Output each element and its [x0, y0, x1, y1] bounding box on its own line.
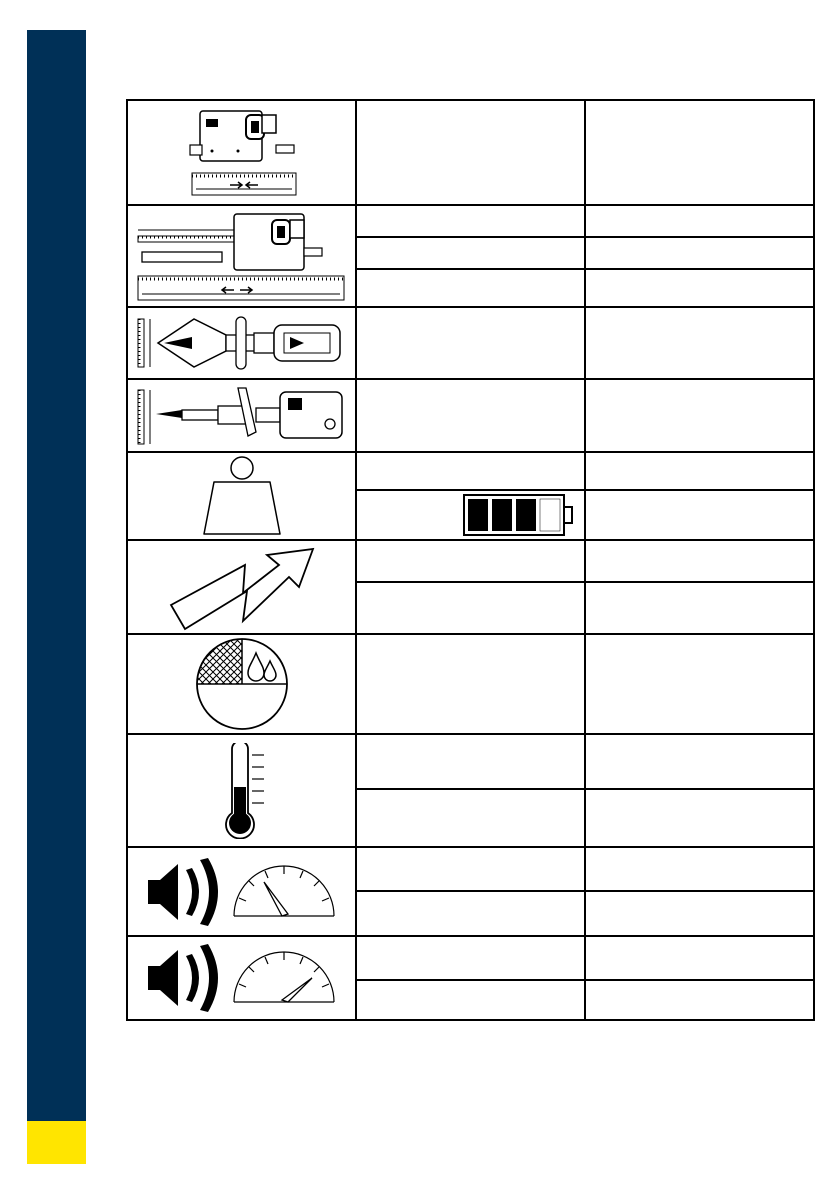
table-row: [127, 634, 814, 734]
table-cell: [356, 734, 585, 789]
table-cell: [356, 237, 585, 269]
table-row: [127, 540, 814, 582]
table-cell: [585, 582, 814, 634]
ip-protection-icon: [192, 637, 292, 731]
table-cell: [585, 237, 814, 269]
icon-cell: [127, 734, 356, 847]
battery-segment: [468, 499, 488, 531]
table-cell: [356, 936, 585, 980]
icon-cell: [127, 847, 356, 936]
table-cell: [585, 205, 814, 237]
icon-cell: [127, 205, 356, 307]
table-cell: [585, 789, 814, 847]
table-row: [127, 100, 814, 205]
table-cell: [585, 490, 814, 540]
table-cell: [356, 269, 585, 307]
tool-closed-length-icon: [182, 105, 302, 201]
tool-open-length-icon: [134, 208, 349, 304]
table-cell: [356, 307, 585, 379]
table-cell: [356, 490, 585, 540]
icon-cell: [127, 936, 356, 1020]
icon-cell: [127, 100, 356, 205]
table-cell: [585, 100, 814, 205]
table-cell: [356, 379, 585, 452]
table-cell: [585, 936, 814, 980]
table-cell: [356, 789, 585, 847]
icon-cell: [127, 307, 356, 379]
table-cell: [585, 980, 814, 1020]
table-cell: [356, 980, 585, 1020]
table-cell: [585, 891, 814, 936]
table-cell: [585, 269, 814, 307]
battery-icon: [462, 493, 574, 537]
table-row: [127, 205, 814, 237]
sound-level-icon: [142, 852, 342, 932]
table-cell: [585, 734, 814, 789]
table-cell: [356, 582, 585, 634]
icon-cell: [127, 379, 356, 452]
table-cell: [585, 847, 814, 891]
weight-icon: [192, 454, 292, 538]
table-cell: [356, 205, 585, 237]
icon-cell: [127, 634, 356, 734]
table-cell: [356, 847, 585, 891]
battery-segment: [516, 499, 536, 531]
table-row: [127, 307, 814, 379]
table-cell: [585, 379, 814, 452]
tool-width-icon: [134, 384, 349, 448]
table-cell: [356, 100, 585, 205]
sound-power-icon: [142, 938, 342, 1018]
table-row: [127, 936, 814, 980]
sidebar-band: [27, 30, 86, 1121]
table-cell: [356, 891, 585, 936]
table-cell: [356, 634, 585, 734]
icon-cell: [127, 540, 356, 634]
table-cell: [585, 634, 814, 734]
sidebar-footer-block: [27, 1121, 86, 1164]
table-row: [127, 379, 814, 452]
table-cell: [585, 452, 814, 490]
table-cell: [356, 540, 585, 582]
table-row: [127, 452, 814, 490]
force-arrow-icon: [167, 543, 317, 631]
table-cell: [585, 307, 814, 379]
table-row: [127, 847, 814, 891]
table-cell: [356, 452, 585, 490]
table-row: [127, 734, 814, 789]
icon-cell: [127, 452, 356, 540]
table-cell: [585, 540, 814, 582]
battery-segment: [540, 499, 560, 531]
specifications-table: [126, 99, 815, 1021]
tool-height-icon: [134, 313, 349, 373]
battery-segment: [492, 499, 512, 531]
thermometer-icon: [212, 743, 272, 839]
